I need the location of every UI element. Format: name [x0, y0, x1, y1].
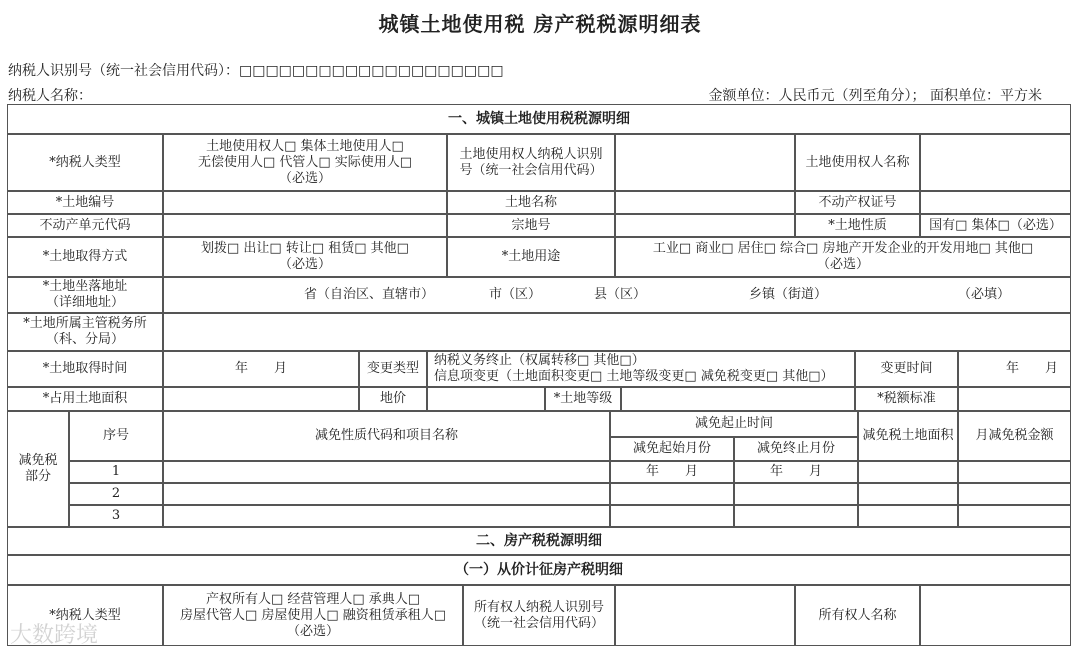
relief-area-field-1[interactable]: [858, 461, 958, 483]
s2-taxpayer-type-label: *纳税人类型: [7, 585, 163, 646]
land-number-label: *土地编号: [7, 191, 163, 214]
land-grade-label: *土地等级: [545, 387, 621, 411]
relief-area-field-3[interactable]: [858, 505, 958, 527]
relief-code-field-1[interactable]: [163, 461, 610, 483]
acquisition-method-options[interactable]: 划拨□ 出让□ 转让□ 租赁□ 其他□ （必选）: [163, 237, 447, 277]
relief-seq-2: 2: [69, 483, 163, 505]
land-user-id-label: 土地使用权人纳税人识别号（统一社会信用代码）: [447, 134, 615, 191]
county-label: 县（区）: [594, 287, 647, 302]
taxpayer-id-line: 纳税人识别号（统一社会信用代码）：□□□□□□□□□□□□□□□□□□□□: [8, 63, 504, 79]
relief-code-field-2[interactable]: [163, 483, 610, 505]
land-area-field[interactable]: [163, 387, 359, 411]
relief-amount-field-3[interactable]: [958, 505, 1071, 527]
section1-title: 一、城镇土地使用税税源明细: [7, 104, 1071, 134]
property-unit-code-field[interactable]: [163, 214, 447, 237]
unit-text: 金额单位：人民币元（列至角分）； 面积单位：平方米: [708, 88, 1042, 104]
relief-section: [8, 412, 1072, 528]
relief-amount-field-2[interactable]: [958, 483, 1071, 505]
s2-taxpayer-type-options[interactable]: 产权所有人□ 经营管理人□ 承典人□ 房屋代管人□ 房屋使用人□ 融资租赁承租人□ （必选）: [163, 585, 463, 646]
relief-area-field-2[interactable]: [858, 483, 958, 505]
land-user-name-field[interactable]: [920, 134, 1071, 191]
owner-id-field[interactable]: [615, 585, 795, 646]
s1-row-acquire-time: [8, 352, 1072, 388]
relief-start-field-2[interactable]: [610, 483, 734, 505]
taxpayer-name-label: 纳税人名称：: [8, 88, 92, 104]
relief-seq-1: 1: [69, 461, 163, 483]
s1-row-tax-office: [8, 314, 1072, 352]
relief-start-field-1[interactable]: 年 月: [610, 461, 734, 483]
required-note: （必填）: [958, 287, 1011, 302]
s1-row-taxpayer-type: [8, 135, 1072, 192]
s1-row-address: [8, 278, 1072, 314]
form-title: 城镇土地使用税 房产税税源明细表: [378, 12, 702, 36]
land-grade-field[interactable]: [621, 387, 855, 411]
tax-office-field[interactable]: [163, 313, 1071, 351]
seq-header: 序号: [69, 411, 163, 461]
land-address-label: *土地坐落地址 （详细地址）: [7, 277, 163, 313]
land-number-field[interactable]: [163, 191, 447, 214]
relief-end-field-1[interactable]: 年 月: [734, 461, 858, 483]
relief-code-field-3[interactable]: [163, 505, 610, 527]
watermark: 大数跨境: [10, 623, 99, 648]
relief-period-header: 减免起止时间: [610, 411, 858, 437]
s1-row-land-number: [8, 192, 1072, 215]
parcel-number-field[interactable]: [615, 214, 795, 237]
s1-row-acquisition: [8, 238, 1072, 278]
section2-subtitle-row: [8, 556, 1072, 586]
owner-id-label: 所有权人纳税人识别号 （统一社会信用代码）: [463, 585, 615, 646]
section2-subtitle: （一）从价计征房产税明细: [7, 555, 1071, 585]
acquire-time-field[interactable]: 年 月: [163, 351, 359, 387]
tax-rate-field[interactable]: [958, 387, 1071, 411]
property-unit-code-label: 不动产单元代码: [7, 214, 163, 237]
land-name-field[interactable]: [615, 191, 795, 214]
land-nature-options[interactable]: 国有□ 集体□（必选）: [920, 214, 1071, 237]
tax-rate-label: *税额标准: [855, 387, 958, 411]
parcel-number-label: 宗地号: [447, 214, 615, 237]
change-type-label: 变更类型: [359, 351, 427, 387]
taxpayer-type-options[interactable]: 土地使用权人□ 集体土地使用人□ 无偿使用人□ 代管人□ 实际使用人□ （必选）: [163, 134, 447, 191]
land-use-label: *土地用途: [447, 237, 615, 277]
land-nature-label: *土地性质: [795, 214, 920, 237]
province-label: 省（自治区、直辖市）: [304, 287, 435, 302]
land-price-field[interactable]: [427, 387, 545, 411]
relief-label: 减免税 部分: [7, 411, 69, 527]
town-label: 乡镇（街道）: [749, 287, 828, 302]
section1-title-row: [8, 105, 1072, 135]
relief-end-field-3[interactable]: [734, 505, 858, 527]
property-cert-label: 不动产权证号: [795, 191, 920, 214]
relief-amount-header: 月减免税金额: [958, 411, 1071, 461]
owner-name-label: 所有权人名称: [795, 585, 920, 646]
change-time-field[interactable]: 年 月: [958, 351, 1071, 387]
land-use-options[interactable]: 工业□ 商业□ 居住□ 综合□ 房地产开发企业的开发用地□ 其他□ （必选）: [615, 237, 1071, 277]
change-type-options[interactable]: 纳税义务终止（权属转移□ 其他□） 信息项变更（土地面积变更□ 土地等级变更□ 减免税变更□ 其他□）: [427, 351, 855, 387]
land-user-name-label: 土地使用权人名称: [795, 134, 920, 191]
acquisition-method-label: *土地取得方式: [7, 237, 163, 277]
s1-row-unit-code: [8, 215, 1072, 238]
relief-start-header: 减免起始月份: [610, 437, 734, 461]
tax-office-label: *土地所属主管税务所 （科、分局）: [7, 313, 163, 351]
land-name-label: 土地名称: [447, 191, 615, 214]
relief-end-field-2[interactable]: [734, 483, 858, 505]
land-user-id-field[interactable]: [615, 134, 795, 191]
land-address-field[interactable]: [163, 277, 1071, 313]
taxpayer-name-line: [8, 85, 1042, 105]
taxpayer-type-label: *纳税人类型: [7, 134, 163, 191]
relief-seq-3: 3: [69, 505, 163, 527]
relief-code-header: 减免性质代码和项目名称: [163, 411, 610, 461]
relief-amount-field-1[interactable]: [958, 461, 1071, 483]
land-area-label: *占用土地面积: [7, 387, 163, 411]
relief-area-header: 减免税土地面积: [858, 411, 958, 461]
city-label: 市（区）: [489, 287, 542, 302]
change-time-label: 变更时间: [855, 351, 958, 387]
property-cert-field[interactable]: [920, 191, 1071, 214]
owner-name-field[interactable]: [920, 585, 1071, 646]
relief-start-field-3[interactable]: [610, 505, 734, 527]
land-price-label: 地价: [359, 387, 427, 411]
relief-end-header: 减免终止月份: [734, 437, 858, 461]
acquire-time-label: *土地取得时间: [7, 351, 163, 387]
section2-title-row: [8, 528, 1072, 556]
s1-row-area: [8, 388, 1072, 412]
s2-row-taxpayer-type: [8, 586, 1072, 647]
section2-title: 二、房产税税源明细: [7, 527, 1071, 555]
